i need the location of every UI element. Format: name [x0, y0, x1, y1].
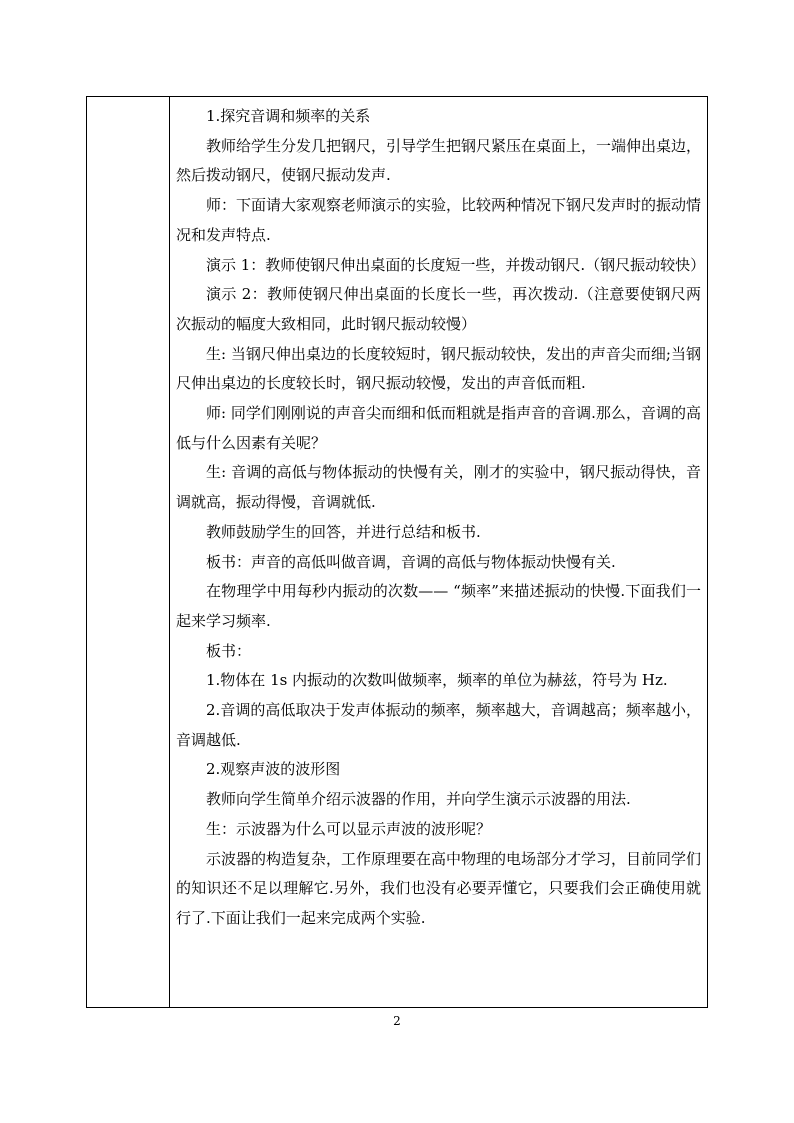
paragraph: 在物理学中用每秒内振动的次数—— “频率”来描述振动的快慢.下面我们一起来学习频率. [176, 582, 701, 630]
paragraph: 教师向学生简单介绍示波器的作用，并向学生演示示波器的用法. [206, 790, 631, 809]
lesson-table [86, 96, 708, 1008]
paragraph: 师: 同学们刚刚说的声音尖而细和低而粗就是指声音的音调.那么，音调的高低与什么因素有关呢？ [176, 404, 701, 452]
paragraph: 演示 1：教师使钢尺伸出桌面的长度短一些，并拨动钢尺.（钢尺振动较快） [206, 255, 706, 274]
paragraph: 生: 音调的高低与物体振动的快慢有关，刚才的实验中，钢尺振动得快，音调就高，振动得慢，音调就低. [176, 463, 701, 512]
section-heading-2: 2.观察声波的波形图 [206, 760, 341, 779]
paragraph: 板书： [206, 641, 252, 660]
paragraph: 生: 当钢尺伸出桌边的长度较短时，钢尺振动较快，发出的声音尖而细;当钢尺伸出桌边的长度较长时，钢尺振动较慢，发出的声音低而粗. [176, 344, 701, 393]
paragraph: 师：下面请大家观察老师演示的实验，比较两种情况下钢尺发声时的振动情况和发声特点. [176, 196, 702, 244]
page-number: 2 [393, 1014, 401, 1028]
table-left-column [87, 97, 170, 1007]
paragraph: 板书：声音的高低叫做音调，音调的高低与物体振动快慢有关. [206, 552, 616, 571]
paragraph: 生：示波器为什么可以显示声波的波形呢？ [206, 819, 492, 838]
paragraph: 教师给学生分发几把钢尺，引导学生把钢尺紧压在桌面上，一端伸出桌边，然后拨动钢尺，使钢尺振动发声. [176, 136, 702, 185]
paragraph: 教师鼓励学生的回答，并进行总结和板书. [206, 522, 481, 541]
paragraph: 演示 2：教师使钢尺伸出桌面的长度长一些，再次拨动.（注意要使钢尺两次振动的幅度大致相同，此时钢尺振动较慢） [176, 285, 701, 333]
section-heading-1: 1.探究音调和频率的关系 [206, 107, 371, 125]
paragraph: 2.音调的高低取决于发声体振动的频率，频率越大，音调越高；频率越小，音调越低. [176, 701, 701, 749]
table-content-cell [170, 97, 707, 1007]
paragraph: 示波器的构造复杂，工作原理要在高中物理的电场部分才学习，目前同学们的知识还不足以理解它.另外，我们也没有必要弄懂它，只要我们会正确使用就行了.下面让我们一起来完成两个实验. [176, 849, 702, 927]
paragraph: 1.物体在 1s 内振动的次数叫做频率，频率的单位为赫兹，符号为 Hz. [206, 671, 668, 690]
